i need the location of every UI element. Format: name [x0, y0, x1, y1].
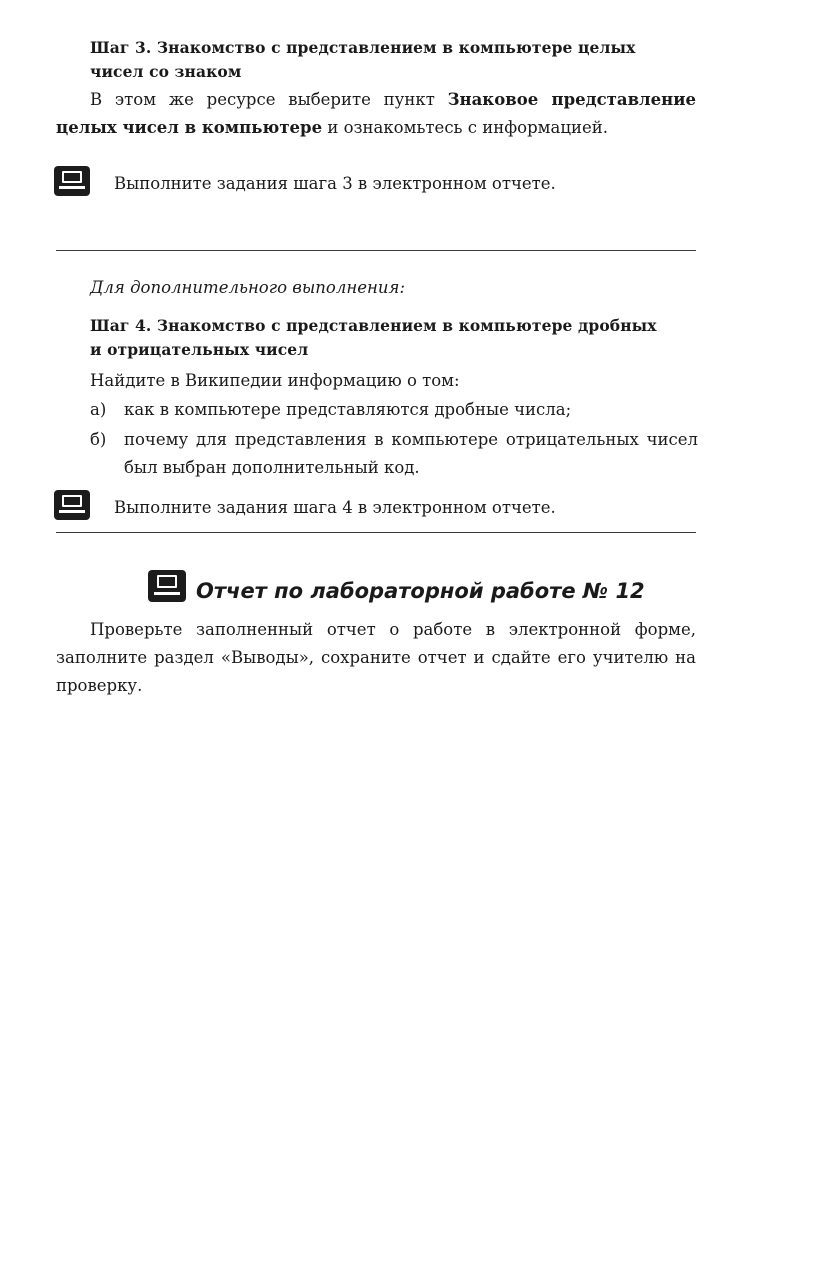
list-marker: а)	[90, 400, 107, 419]
step3-task-text: Выполните задания шага 3 в электронном отчете.	[114, 174, 556, 193]
step3-para-prefix: В этом же ресурсе выберите пункт	[90, 90, 448, 109]
step4-intro: Найдите в Википедии информацию о том:	[90, 371, 460, 390]
list-item-text: как в компьютере представляются дробные числа;	[124, 400, 572, 419]
step3-heading-line1: Шаг 3. Знакомство с представлением в компьютере целых	[90, 38, 636, 57]
list-marker: б)	[90, 430, 107, 449]
divider-top	[56, 250, 696, 251]
divider-bottom	[56, 532, 696, 533]
step3-para-bold: Знаковое представление целых чисел в компьютере	[56, 90, 696, 137]
step3-paragraph	[56, 86, 696, 142]
computer-icon	[54, 490, 90, 520]
report-title: Отчет по лабораторной работе № 12	[196, 579, 645, 603]
report-text: Проверьте заполненный отчет о работе в электронной форме, заполните раздел «Выводы», сохраните отчет и сдайте его учителю на проверку.	[56, 620, 696, 695]
extra-label-text: Для дополнительного выполнения	[90, 278, 400, 297]
step4-heading	[90, 314, 700, 362]
list-item	[90, 396, 698, 424]
step3-para-suffix: и ознакомьтесь с информацией.	[322, 118, 608, 137]
step3-heading	[90, 36, 700, 84]
extra-label-colon: :	[399, 278, 405, 297]
list-item	[90, 426, 698, 482]
step4-heading-line2: и отрицательных чисел	[90, 340, 309, 359]
computer-icon	[54, 166, 90, 196]
step3-heading-line2: чисел со знаком	[90, 62, 242, 81]
list-item-text: почему для представления в компьютере отрицательных чисел был выбран дополнительный код.	[124, 430, 698, 477]
extra-label	[90, 275, 405, 301]
step4-heading-line1: Шаг 4. Знакомство с представлением в компьютере дробных	[90, 316, 657, 335]
computer-icon	[148, 570, 186, 602]
step4-task-text: Выполните задания шага 4 в электронном отчете.	[114, 498, 556, 517]
